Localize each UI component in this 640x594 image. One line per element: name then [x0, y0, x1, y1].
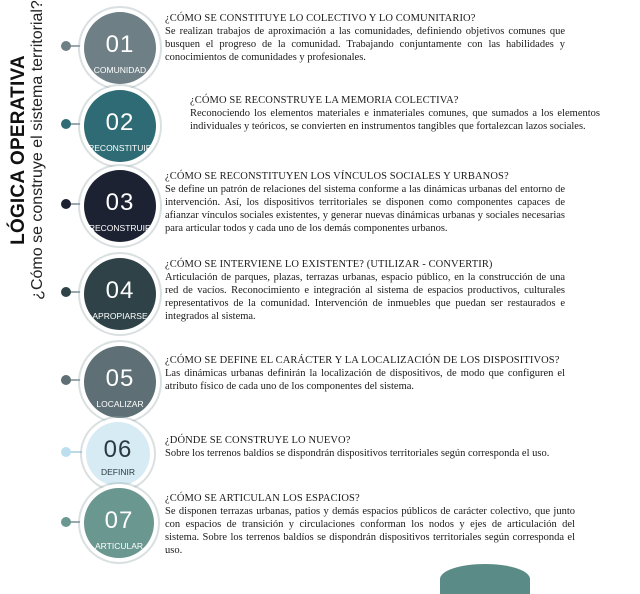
step-06-text [165, 434, 575, 460]
step-03-circle [84, 170, 156, 242]
step-04-text [165, 258, 565, 323]
step-07-description: Se disponen terrazas urbanas, patios y demás espacios públicos de carácter colectivo, que junto con espacios de transición y circulaciones conforman los nodos y ejes de articulación del sistema. Sobre los terrenos baldíos se dispondrán dispositivos territoriales según corresponda el uso. [165, 506, 575, 556]
step-06 [0, 420, 640, 484]
step-04-question: ¿CÓMO SE INTERVIENE LO EXISTENTE? (UTILIZAR - CONVERTIR) [165, 259, 493, 270]
step-03-number: 03 [105, 189, 135, 216]
step-02-question: ¿CÓMO SE RECONSTRUYE LA MEMORIA COLECTIVA? [190, 95, 459, 106]
step-02-number: 02 [105, 109, 135, 136]
step-05-dot [61, 375, 71, 385]
step-06-description: Sobre los terrenos baldíos se dispondrán dispositivos territoriales según corresponda el uso. [165, 448, 550, 459]
step-07 [0, 486, 640, 562]
step-07-text [165, 492, 575, 557]
step-07-circle [84, 488, 154, 558]
step-01-question: ¿CÓMO SE CONSTITUYE LO COLECTIVO Y LO COMUNITARIO? [165, 13, 476, 24]
step-06-number: 06 [103, 436, 133, 463]
step-03-dot [61, 199, 71, 209]
side-title-sub: ¿Cómo se construye el sistema territorial? [29, 0, 46, 300]
step-07-label: ARTICULAR [94, 541, 144, 551]
side-title-main: LÓGICA OPERATIVA [8, 55, 29, 245]
step-05 [0, 342, 640, 418]
step-03 [0, 166, 640, 246]
step-06-circle [86, 422, 150, 486]
step-02 [0, 86, 640, 162]
step-05-circle [84, 346, 156, 418]
step-03-label: RECONSTRUIR [88, 223, 152, 233]
step-01 [0, 8, 640, 82]
step-04-number: 04 [105, 277, 135, 304]
step-04-description: Articulación de parques, plazas, terrazas urbanas, espacio público, en la construcción de una red de vacíos. Reconocimiento e integración al sistema de espacios productivos, culturales representativos de la comunidad. Intervención de inmuebles que puedan ser restaurados e integrados al sistema. [165, 272, 565, 322]
step-01-number: 01 [105, 31, 135, 58]
bottom-decorative-arc [440, 564, 530, 594]
step-01-circle [84, 12, 156, 84]
step-07-dot [61, 517, 71, 527]
step-01-description: Se realizan trabajos de aproximación a las comunidades, definiendo objetivos comunes que busquen el progreso de la comunidad. Trabajando conjuntamente con las habilidades y conocimientos de comunidades y profesionales. [165, 26, 565, 63]
step-01-text [165, 12, 565, 64]
step-02-description: Reconociendo los elementos materiales e inmateriales comunes, que sumados a los elementos individuales y teóricos, se convierten en instrumentos tangibles que fortalezcan lazos sociales. [190, 108, 600, 132]
step-05-text [165, 354, 565, 393]
step-04-label: APROPIARSE [92, 311, 148, 321]
step-07-question: ¿CÓMO SE ARTICULAN LOS ESPACIOS? [165, 493, 360, 504]
step-06-question: ¿DÓNDE SE CONSTRUYE LO NUEVO? [165, 435, 351, 446]
step-01-label: COMUNIDAD [93, 65, 147, 75]
step-05-question: ¿CÓMO SE DEFINE EL CARÁCTER Y LA LOCALIZACIÓN DE LOS DISPOSITIVOS? [165, 355, 560, 366]
step-03-text [165, 170, 565, 235]
step-02-text [190, 94, 600, 133]
step-04-circle [84, 258, 156, 330]
step-06-dot [61, 447, 71, 457]
step-07-number: 07 [104, 507, 134, 534]
step-01-dot [61, 41, 71, 51]
step-04 [0, 254, 640, 334]
step-06-label: DEFINIR [101, 467, 135, 477]
step-02-dot [61, 119, 71, 129]
step-03-question: ¿CÓMO SE RECONSTITUYEN LOS VÍNCULOS SOCIALES Y URBANOS? [165, 171, 509, 182]
step-02-label: RECONSTITUIR [88, 143, 152, 153]
step-05-label: LOCALIZAR [96, 399, 144, 409]
step-03-description: Se define un patrón de relaciones del sistema conforme a las dinámicas urbanas del entorno de intervención. Así, los dispositivos territoriales se disponen como componentes capaces de afianzar vínculos sociales existentes, y generar nuevas dinámicas urbanas y sociales necesarias para articular todos y cada uno de los demás componentes urbanos. [165, 184, 565, 234]
step-02-circle [84, 90, 156, 162]
step-05-description: Las dinámicas urbanas definirán la localización de dispositivos, de modo que configuren el atributo físico de cada uno de los componentes del sistema. [165, 368, 565, 392]
step-05-number: 05 [105, 365, 135, 392]
step-04-dot [61, 287, 71, 297]
